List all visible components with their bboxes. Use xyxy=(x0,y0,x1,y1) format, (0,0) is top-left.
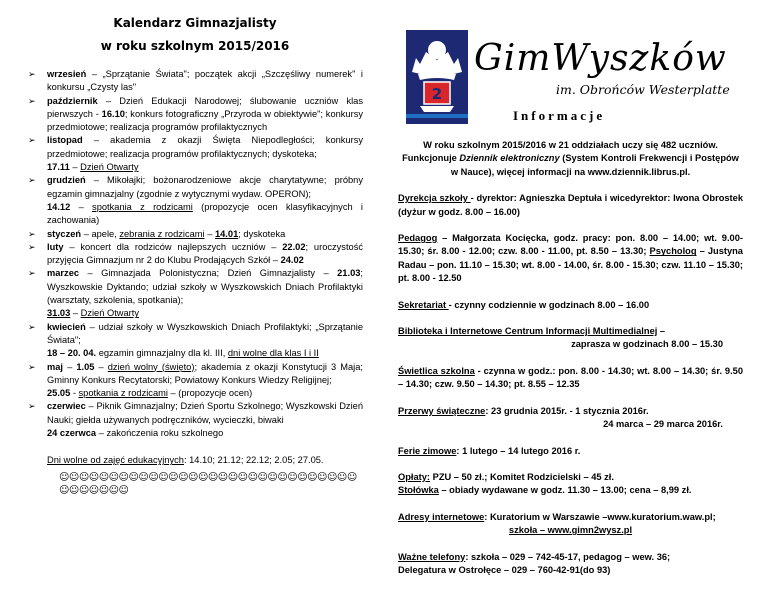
text-segment: – zakończenia roku szkolnego xyxy=(96,428,224,439)
text-segment: maj xyxy=(47,361,64,372)
text-segment: – xyxy=(657,326,666,337)
text-segment: (propozycje ocen klasyfikacyjnych i zachowania) xyxy=(47,201,363,226)
info-paragraph xyxy=(398,511,743,538)
month-item xyxy=(27,241,363,268)
emblem-number: 2 xyxy=(431,85,443,103)
bullet-arrow-icon: ➢ xyxy=(28,268,36,279)
text-segment: 24 marca – 29 marca 2016r. xyxy=(603,419,723,430)
text-segment: – xyxy=(70,308,81,319)
month-item xyxy=(27,68,363,95)
text-segment: Delegatura w Ostrołęce – 029 – 760-42-91(do 93) xyxy=(398,564,611,575)
text-segment: – Gimnazjada Polonistyczna; Dzień Gimnazjalisty – xyxy=(79,268,338,279)
text-segment: Pedagog xyxy=(398,233,438,244)
text-segment: Przerwy świąteczne xyxy=(398,405,486,416)
info-paragraph xyxy=(398,192,743,219)
text-segment: ; uroczystość przyjęcia Gimnazjum nr 2 do Klubu Prodających Szkół – xyxy=(47,241,364,266)
month-item xyxy=(27,267,363,320)
text-segment: Sekretariat xyxy=(398,299,449,310)
text-segment: - xyxy=(70,388,79,399)
bullet-arrow-icon: ➢ xyxy=(28,361,36,372)
text-segment: Stołówka xyxy=(398,485,439,496)
text-segment: wrzesień xyxy=(47,69,87,79)
text-segment: – koncert dla rodziców najlepszych uczniów – xyxy=(63,241,283,252)
month-item xyxy=(27,400,363,440)
text-segment: grudzień xyxy=(47,175,86,186)
text-segment: Dziennik elektroniczny xyxy=(459,153,560,164)
text-segment: – xyxy=(63,361,77,372)
text-segment: Adresy internetowe xyxy=(398,511,485,522)
text-segment: Dzień Otwarty xyxy=(80,162,139,173)
text-segment: – xyxy=(69,162,81,173)
text-segment: – Małgorzata Kocięcka, godz. pracy: pon. 8.00 – 14.00; wt. 9.00- 15.30; śr. 8.00 - 12.00; czw. 8.00 - 11.00, pt. 8.50 – 13.30; xyxy=(398,233,743,257)
text-segment: – Dzień Edukacji Narodowej; ślubowanie uczniów klas pierwszych - xyxy=(47,95,363,119)
days-off-label: Dni wolne od zajęć edukacyjnych xyxy=(47,455,184,466)
month-item xyxy=(27,134,363,174)
info-paragraph xyxy=(398,139,743,179)
bullet-arrow-icon: ➢ xyxy=(28,175,36,186)
bullet-arrow-icon: ➢ xyxy=(28,95,36,106)
text-segment: – Justyna Radau – pon. 11.10 – 15.30; wt. 8.00 - 14.00, śr. 8.00 - 15.30; czw. 11.10 – 15.30; pt. 8.00 - 12.50 xyxy=(398,246,743,284)
month-item xyxy=(27,361,363,401)
text-segment: czerwiec xyxy=(47,401,86,412)
text-segment: 25.05 xyxy=(47,388,71,399)
info-paragraph xyxy=(398,365,743,392)
info-paragraph xyxy=(398,232,743,286)
month-item xyxy=(27,174,363,227)
text-segment: Biblioteka i Internetowe Centrum Informacji Multimedialnej xyxy=(398,326,658,337)
bullet-arrow-icon: ➢ xyxy=(28,401,36,412)
bullet-arrow-icon: ➢ xyxy=(28,135,36,146)
text-segment: kwiecień xyxy=(47,321,86,332)
text-segment: ; Wyszkowskie Dyktando; udział szkoły w Wyszkowskich Dniach Profilaktyki (warsztaty, szkolenia, spotkania); xyxy=(47,268,363,306)
info-title: Informacje xyxy=(513,108,606,123)
text-segment: 21.03 xyxy=(337,268,361,279)
smiley-row: ☺☺☺☺☺☺☺☺☺☺☺☺☺☺☺☺☺☺☺☺☺☺☺☺☺☺☺☺☺☺☺☺☺☺☺☺☺ xyxy=(59,471,357,496)
calendar-column xyxy=(27,12,363,497)
text-segment: – Mikołajki; bożonarodzeniowe akcje charytatywne; próbny egzamin gimnazjalny (zgodnie z wytycznymi wydaw. OPERON); xyxy=(47,175,363,199)
bullet-arrow-icon: ➢ xyxy=(28,228,36,239)
days-off xyxy=(47,454,363,467)
text-segment: Ważne telefony xyxy=(398,551,466,562)
text-segment: dzień wolny (święto) xyxy=(107,361,195,372)
text-segment: – (propozycje ocen) xyxy=(167,388,253,399)
month-list xyxy=(27,68,363,440)
text-segment: egzamin gimnazjalny dla kl. III, xyxy=(96,348,228,359)
text-segment: - czynna w godz.: pon. 8.00 - 14.30; wt. 8.00 – 14.30; śr. 9.50 – 14.30; czw. 9.50 – 14.30; pt. 8.55 – 12.35 xyxy=(398,365,743,390)
text-segment: : 1 lutego – 14 lutego 2016 r. xyxy=(456,445,581,456)
school-patron: im. Obrońców Westerplatte xyxy=(556,82,730,97)
text-segment: dni wolne dla klas I i II xyxy=(227,348,319,359)
text-segment: szkoła – www.gimn2wysz.pl xyxy=(508,525,633,536)
text-segment: zaprasza w godzinach 8.00 – 15.30 xyxy=(571,339,723,350)
text-segment: – Piknik Gimnazjalny; Dzień Sportu Szkolnego; Wyszkowski Dzień Nauki; giełda używanych podręczników, wycieczki, biwaki xyxy=(47,401,363,425)
info-paragraph xyxy=(398,551,743,578)
text-segment: – xyxy=(70,201,93,212)
text-segment: 24 czerwca xyxy=(47,428,97,439)
calendar-subtitle: w roku szkolnym 2015/2016 xyxy=(100,39,290,53)
text-segment: listopad xyxy=(47,135,83,146)
text-segment: : szkoła – 029 – 742-45-17, pedagog – wew. 36; xyxy=(465,551,671,562)
text-segment: październik xyxy=(47,95,98,106)
month-item xyxy=(27,321,363,361)
text-segment: Świetlica szkolna xyxy=(398,365,475,376)
info-paragraph xyxy=(398,445,743,458)
text-segment: PZU – 50 zł.; Komitet Rodzicielski – 45 zł. xyxy=(430,471,614,482)
month-item xyxy=(27,95,363,135)
month-item xyxy=(27,228,363,241)
bullet-arrow-icon: ➢ xyxy=(28,241,36,252)
info-paragraph xyxy=(398,471,743,498)
text-segment: – obiady wydawane w godz. 11.30 – 13.00; cena – 8,99 zł. xyxy=(438,485,692,496)
text-segment: Dyrekcja szkoły xyxy=(398,193,471,204)
days-off-value: : 14.10; 21.12; 22.12; 2.05; 27.05. xyxy=(183,455,324,466)
text-segment: zebrania z rodzicami xyxy=(119,228,205,239)
text-segment: W roku szkolnym 2015/2016 w 21 oddziałach uczy się 482 uczniów. Funkcjonuje xyxy=(402,140,718,164)
text-segment: styczeń xyxy=(47,228,82,239)
text-segment: Psycholog xyxy=(649,246,697,257)
text-segment: Opłaty: xyxy=(398,471,431,482)
text-segment: spotkania z rodzicami xyxy=(78,388,168,399)
info-paragraph xyxy=(398,325,743,352)
text-segment: 1.05 xyxy=(76,361,95,372)
text-segment: ; akademia z okazji Konstytucji 3 Maja; Gminny Konkurs Recytatorski; Powiatowy Konkurs Wiedzy Religijnej; xyxy=(47,361,363,385)
text-segment: – apele, xyxy=(81,228,120,239)
text-segment: : 23 grudnia 2015r. - 1 stycznia 2016r. xyxy=(485,405,649,416)
text-segment: marzec xyxy=(47,268,80,279)
text-segment: – „Sprzątanie Świata"; początek akcji „Szczęśliwy numerek" i konkursu „Czysty las" xyxy=(47,69,363,93)
info-paragraph xyxy=(398,299,743,312)
info-paragraph xyxy=(398,405,743,432)
text-segment: 16.10 xyxy=(101,108,125,119)
text-segment: 17.11 xyxy=(47,162,70,173)
bullet-arrow-icon: ➢ xyxy=(28,321,36,332)
text-segment: 24.02 xyxy=(280,255,304,266)
text-segment: : Kuratorium w Warszawie –www.kuratorium.waw.pl; xyxy=(484,511,716,522)
text-segment: spotkania z rodzicami xyxy=(92,201,193,212)
text-segment: 14.12 xyxy=(47,201,71,212)
text-segment: 22.02 xyxy=(282,241,306,252)
bullet-arrow-icon: ➢ xyxy=(28,69,36,79)
school-emblem-icon xyxy=(406,30,468,124)
text-segment: 31.03 xyxy=(47,308,71,319)
text-segment: – akademia z okazji Święta Niepodległości; konkursy przedmiotowe; realizacja programów profilaktycznych; dyskoteka; xyxy=(47,135,363,159)
text-segment: (System Kontroli Frekwencji i Postępów w Nauce), więcej informacji na www.dziennik.librus.pl. xyxy=(450,153,739,177)
text-segment: - czynny codziennie w godzinach 8.00 – 16.00 xyxy=(448,299,650,310)
text-segment: 14.01 xyxy=(214,228,239,239)
text-segment: - dyrektor: Agnieszka Deptuła i wicedyrektor: Iwona Obrostek (dyżur w godz. 8.00 – 16.00) xyxy=(398,193,743,217)
text-segment: Dzień Otwarty xyxy=(80,308,139,319)
text-segment: – xyxy=(204,228,215,239)
text-segment: luty xyxy=(47,241,64,252)
text-segment: ; dyskoteka xyxy=(238,228,286,239)
calendar-title: Kalendarz Gimnazjalisty xyxy=(113,16,277,30)
text-segment: – xyxy=(94,361,108,372)
info-column xyxy=(398,139,743,590)
text-segment: – udział szkoły w Wyszkowskich Dniach Profilaktyki; „Sprzątanie Świata"; xyxy=(47,321,363,345)
text-segment: ; konkurs fotograficzny „Przyroda w obiektywie"; konkursy przedmiotowe; realizacja programów profilaktycznych xyxy=(47,108,363,133)
school-brand: GimWyszków xyxy=(474,38,727,79)
text-segment: Ferie zimowe xyxy=(398,445,457,456)
text-segment: 18 – 20. 04. xyxy=(47,348,97,359)
